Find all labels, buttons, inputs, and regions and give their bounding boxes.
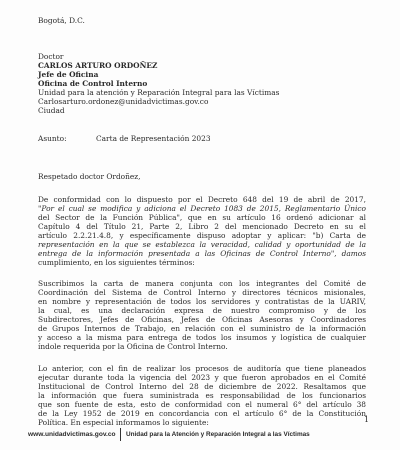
paragraph-2-line: índole requerida por la Oficina de Control Interno. [38,342,228,351]
paragraph-3-line: la información que fuera suministrada es responsabilidad de los funcionarios [38,391,366,400]
city-date: Bogotá, D.C. [38,16,85,25]
recipient-organization: Unidad para la atención y Reparación Integral para las Víctimas [38,88,280,97]
recipient-email: Carlosarturo.ordonez@unidadvictimas.gov.co [38,97,209,106]
recipient-salutation-title: Doctor [38,52,64,61]
recipient-city: Ciudad [38,106,65,115]
paragraph-3-line: Lo anterior, con el fin de realizar los procesos de auditoría que tiene planeados [38,364,366,373]
paragraph-2-line: la cual, es una declaración expresa de nuestro compromiso y de los [38,306,366,315]
recipient-office: Oficina de Control Interno [38,79,148,88]
paragraph-1-line: del Sector de la Función Pública", que en su artículo 16 ordenó adicionar al [38,213,366,222]
paragraph-1-line: entrega de la información presentada a las Oficinas de Control Interno", damos [38,249,366,258]
paragraph-2-line: y acceso a la misma para entrega de todos los insumos y logística de cualquier [38,333,366,342]
recipient-name: CARLOS ARTURO ORDOÑEZ [38,61,158,70]
paragraph-2-line: en nombre y representación de todos los servidores y contratistas de la UARIV, [38,297,366,306]
footer-divider [120,428,121,441]
paragraph-3-line: Institucional de Control Interno del 28 de diciembre de 2022. Resaltamos que [38,382,366,391]
paragraph-2-line: Coordinación del Sistema de Control Interno y directores técnicos misionales, [38,288,366,297]
paragraph-3-line: de la Ley 1952 de 2019 en concordancia con el artículo 6° de la Constitución [38,409,366,418]
page-number: 1 [364,415,370,424]
paragraph-2-line: Subdirectores, Jefes de Oficinas, Jefes de Oficinas Asesoras y Coordinadores [38,315,366,324]
paragraph-2-line: Suscribimos la carta de manera conjunta con los integrantes del Comité de [38,279,366,288]
paragraph-3-line: que son fuente de esta, esto de conformidad con el numeral 6° del artículo 38 [38,400,366,409]
paragraph-1-line: De conformidad con lo dispuesto por el Decreto 648 del 19 de abril de 2017, [38,195,366,204]
paragraph-2-line: de Grupos Internos de Trabajo, en relación con el suministro de la información [38,324,366,333]
subject-label: Asunto: [38,134,67,143]
paragraph-1-line: cumplimiento, en los siguientes términos: [38,258,195,267]
greeting: Respetado doctor Ordoñez, [38,172,141,181]
subject-text: Carta de Representación 2023 [96,134,211,143]
paragraph-1-line: Capítulo 4 del Título 21, Parte 2, Libro 2 del mencionado Decreto en su el [38,222,366,231]
paragraph-3-line: Política. En especial informamos lo siguiente: [38,418,209,427]
paragraph-1-line: "Por el cual se modifica y adiciona el Decreto 1083 de 2015, Reglamentario Único [38,204,366,213]
paragraph-3-line: ejecutar durante toda la vigencia del 2023 y que fueron aprobados en el Comité [38,373,366,382]
footer-website-link[interactable]: www.unidadvictimas.gov.co [28,431,116,438]
paragraph-1-line: representación en la que se establezca la veracidad, calidad y oportunidad de la [38,240,366,249]
footer-organization-name: Unidad para la Atención y Reparación Integral a las Víctimas [126,431,310,438]
recipient-position: Jefe de Oficina [38,70,99,79]
paragraph-1-line: artículo 2.2.21.4.8, y específicamente dispuso adoptar y aplicar: "b) Carta de [38,231,366,240]
